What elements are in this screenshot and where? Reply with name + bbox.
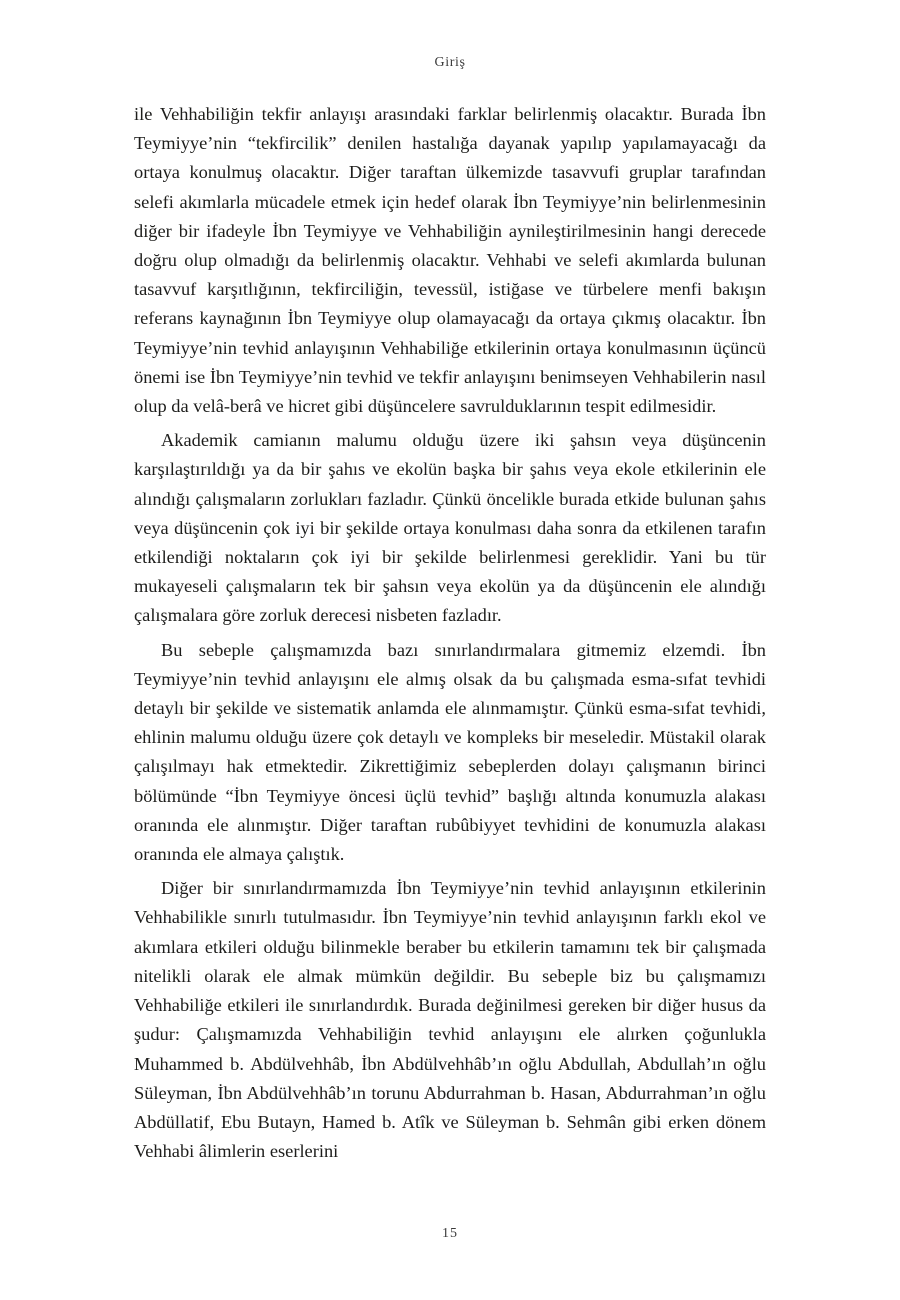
running-head-title: Giriş	[434, 55, 466, 70]
paragraph-4: Diğer bir sınırlandırmamızda İbn Teymiyye’nin tevhid anlayışının etkilerinin Vehhabilikle sınırlı tutulmasıdır. İbn Teymiyye’nin tevhid anlayışının farklı ekol ve akımlara etkileri olduğu bilinmekle beraber bu etkilerin tamamını tek bir çalışmada nitelikli olarak ele almak mümkün değildir. Bu sebeple biz bu çalışmamızı Vehhabiliğe etkileri ile sınırlandırdık. Burada değinilmesi gereken bir diğer husus da şudur: Çalışmamızda Vehhabiliğin tevhid anlayışını ele alırken çoğunlukla Muhammed b. Abdülvehhâb, İbn Abdülvehhâb’ın oğlu Abdullah, Abdullah’ın oğlu Süleyman, İbn Abdülvehhâb’ın torunu Abdurrahman b. Hasan, Abdurrahman’ın oğlu Abdüllatif, Ebu Butayn, Hamed b. Atîk ve Süleyman b. Sehmân gibi erken dönem Vehhabi âlimlerin eserlerini	[134, 878, 766, 1162]
body-text	[134, 100, 766, 1171]
paragraph-3: Bu sebeple çalışmamızda bazı sınırlandırmalara gitmemiz elzemdi. İbn Teymiyye’nin tevhid anlayışını ele almış olsak da bu çalışmada esma-sıfat tevhidi detaylı bir şekilde ve sistematik anlamda ele alınmamıştır. Çünkü esma-sıfat tevhidi, ehlinin malumu olduğu üzere çok detaylı ve kompleks bir meseledir. Müstakil olarak çalışılmayı hak etmektedir. Zikrettiğimiz sebeplerden dolayı çalışmanın birinci bölümünde “İbn Teymiyye öncesi üçlü tevhid” başlığı altında konumuzla alakası oranında ele alınmıştır. Diğer taraftan rubûbiyyet tevhidini de konumuzla alakası oranında ele almaya çalıştık.	[134, 639, 766, 865]
page-number: 15	[442, 1226, 458, 1241]
paragraph-2: Akademik camianın malumu olduğu üzere iki şahsın veya düşüncenin karşılaştırıldığı ya da bir şahıs ve ekolün başka bir şahıs veya ekole etkilerinin ele alındığı çalışmaların zorlukları fazladır. Çünkü öncelikle burada etkide bulunan şahıs veya düşüncenin çok iyi bir şekilde ortaya konulması daha sonra da etkilenen tarafın etkilendiği noktaların çok iyi bir şekilde belirlenmesi gereklidir. Yani bu tür mukayeseli çalışmaların tek bir şahsın veya ekolün ya da düşüncenin ele alındığı çalışmalara göre zorluk derecesi nisbeten fazladır.	[134, 430, 766, 626]
paragraph-1: ile Vehhabiliğin tekfir anlayışı arasındaki farklar belirlenmiş olacaktır. Burada İbn Teymiyye’nin “tekfircilik” denilen hastalığa dayanak yapılıp yapılamayacağı da ortaya konulmuş olacaktır. Diğer taraftan ülkemizde tasavvufi gruplar tarafından selefi akımlarla mücadele etmek için hedef olarak İbn Teymiyye’nin belirlenmesinin diğer bir ifadeyle İbn Teymiyye ve Vehhabiliğin aynileştirilmesinin hangi derecede doğru olup olmadığı da belirlenmiş olacaktır. Vehhabi ve selefi akımlarda bulunan tasavvuf karşıtlığının, tekfirciliğin, tevessül, istiğase ve türbelere menfi bakışın referans kaynağının İbn Teymiyye olup olamayacağı da ortaya çıkmış olacaktır. İbn Teymiyye’nin tevhid anlayışının Vehhabiliğe etkilerinin ortaya konulmasının üçüncü önemi ise İbn Teymiyye’nin tevhid ve tekfir anlayışını benimseyen Vehhabilerin nasıl olup da velâ-berâ ve hicret gibi düşüncelere savrulduklarının tespit edilmesidir.	[134, 104, 766, 417]
